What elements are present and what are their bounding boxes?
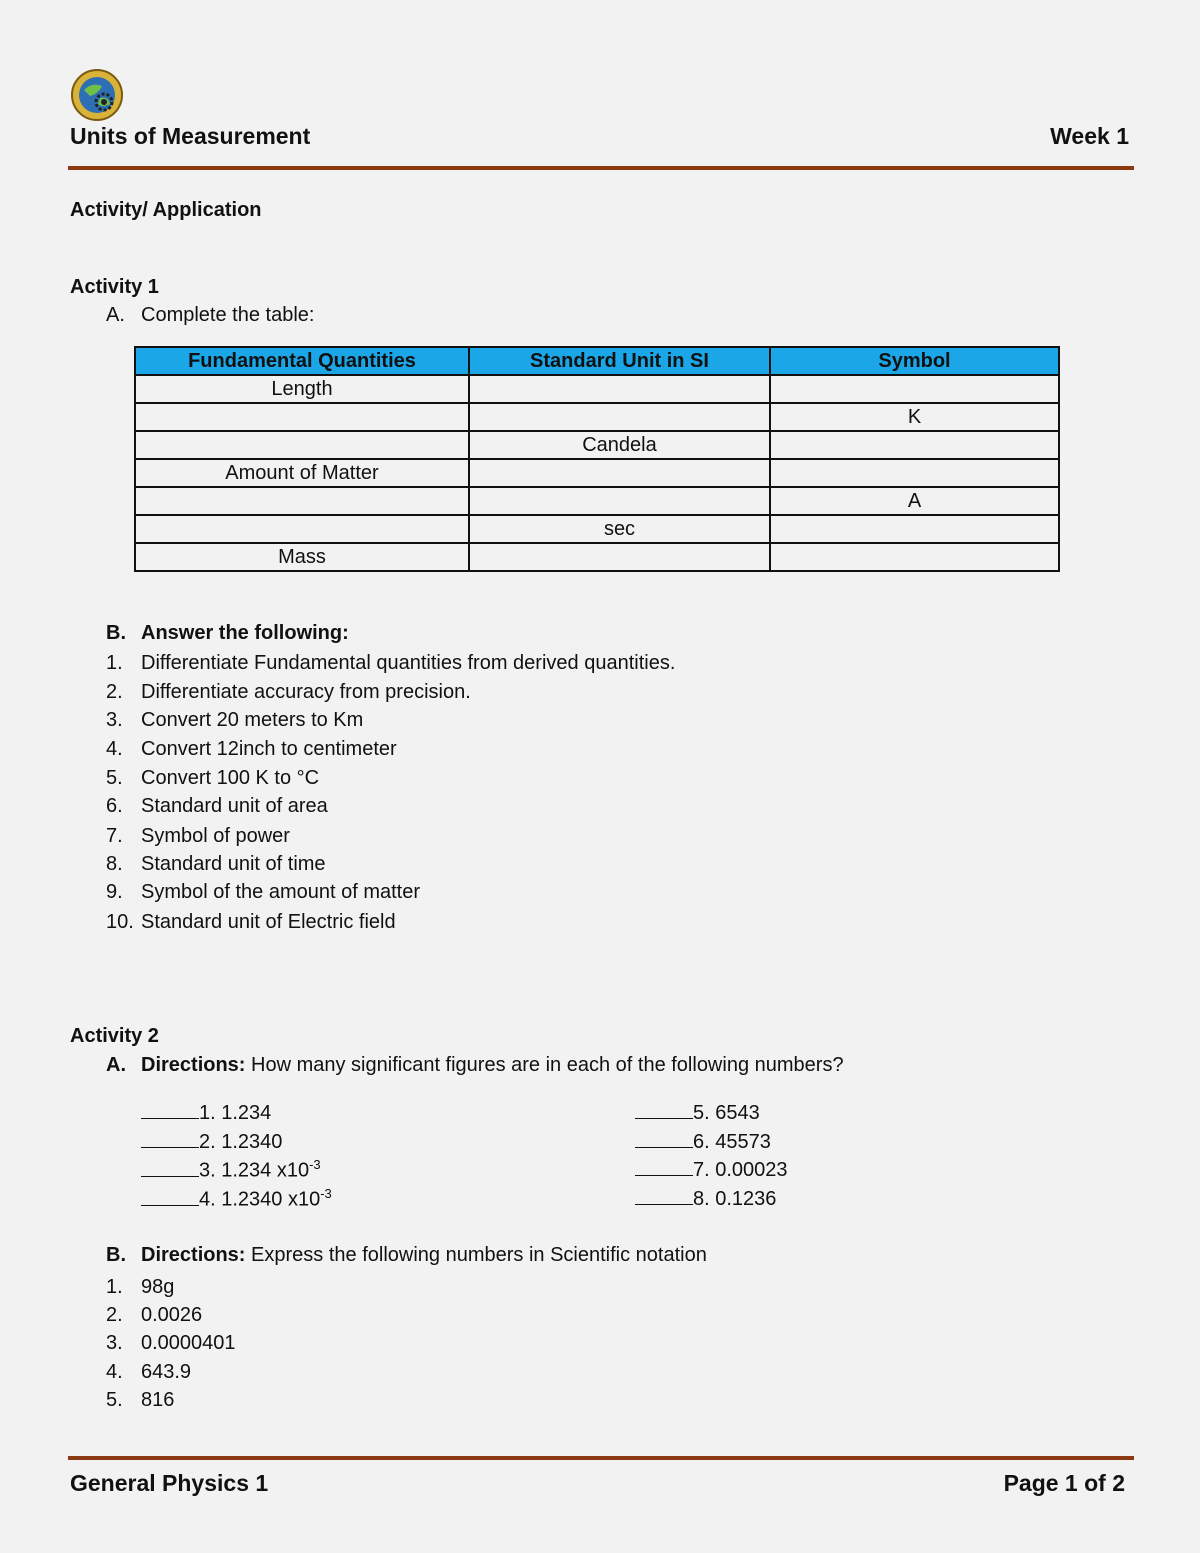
table-cell[interactable]	[469, 403, 770, 431]
item-text: 4. 1.2340 x10	[199, 1188, 321, 1211]
list-item	[106, 1276, 174, 1299]
section-title: Activity/ Application	[70, 199, 262, 221]
table-row	[135, 459, 1059, 487]
sig-fig-item	[141, 1157, 321, 1183]
sig-fig-item	[635, 1157, 788, 1182]
item-number: 4.	[106, 1361, 123, 1383]
item-number: 1.	[106, 1276, 123, 1298]
part-text: Complete the table:	[141, 304, 315, 326]
item-number: 2.	[106, 681, 123, 703]
item-text: 1. 1.234	[199, 1102, 272, 1124]
item-number: 8.	[106, 853, 123, 875]
fundamental-quantities-table	[134, 346, 1060, 572]
activity2-title: Activity 2	[70, 1025, 159, 1047]
part-title: Answer the following:	[141, 622, 349, 644]
item-text: Convert 20 meters to Km	[141, 709, 364, 731]
item-text: 6. 45573	[693, 1131, 771, 1153]
part-letter: B.	[106, 1244, 126, 1266]
sig-fig-item	[635, 1129, 771, 1154]
sig-fig-item	[635, 1186, 776, 1211]
item-number: 4.	[106, 738, 123, 760]
activity1-part-b	[106, 622, 349, 645]
item-text: Convert 12inch to centimeter	[141, 738, 397, 760]
exponent: -3	[320, 1186, 332, 1201]
table-row	[135, 375, 1059, 403]
part-letter: A.	[106, 304, 125, 326]
item-number: 3.	[106, 709, 123, 731]
answer-blank[interactable]	[141, 1158, 199, 1177]
table-cell[interactable]	[770, 431, 1059, 459]
directions-label: Directions:	[141, 1244, 246, 1266]
item-text: 0.0026	[141, 1304, 203, 1326]
answer-blank[interactable]	[141, 1129, 199, 1148]
directions-text: Express the following numbers in Scientific notation	[251, 1244, 707, 1266]
directions-text: How many significant figures are in each of the following numbers?	[251, 1054, 844, 1076]
item-text: 8. 0.1236	[693, 1188, 777, 1210]
table-cell[interactable]	[770, 515, 1059, 543]
table-cell[interactable]: K	[770, 403, 1059, 431]
answer-blank[interactable]	[635, 1100, 693, 1119]
table-cell[interactable]	[770, 375, 1059, 403]
part-letter: A.	[106, 1054, 126, 1076]
footer-rule	[68, 1456, 1134, 1460]
item-text: 5. 6543	[693, 1102, 760, 1124]
list-item	[106, 853, 326, 876]
item-text: Symbol of power	[141, 825, 290, 847]
item-text: 643.9	[141, 1361, 192, 1383]
table-row	[135, 403, 1059, 431]
exponent: -3	[309, 1157, 321, 1172]
answer-blank[interactable]	[635, 1129, 693, 1148]
item-text: 2. 1.2340	[199, 1131, 283, 1153]
table-row	[135, 431, 1059, 459]
item-text: Standard unit of area	[141, 795, 328, 817]
table-cell[interactable]	[469, 487, 770, 515]
table-header-row	[135, 347, 1059, 375]
item-text: Symbol of the amount of matter	[141, 881, 421, 903]
list-item	[106, 911, 396, 934]
answer-blank[interactable]	[141, 1100, 199, 1119]
week-label: Week 1	[1050, 123, 1129, 149]
table-cell[interactable]	[770, 459, 1059, 487]
table-cell[interactable]: Candela	[469, 431, 770, 459]
sig-fig-item	[635, 1100, 760, 1125]
item-number: 5.	[106, 767, 123, 789]
footer-subject: General Physics 1	[70, 1470, 269, 1496]
activity2-part-a	[106, 1054, 844, 1077]
item-text: 816	[141, 1389, 175, 1411]
school-logo-icon	[70, 68, 124, 122]
sig-fig-item	[141, 1186, 332, 1212]
list-item	[106, 738, 397, 761]
list-item	[106, 1389, 174, 1412]
column-header: Fundamental Quantities	[135, 347, 469, 375]
answer-blank[interactable]	[635, 1186, 693, 1205]
item-text: 0.0000401	[141, 1332, 236, 1354]
column-header: Symbol	[770, 347, 1059, 375]
list-item	[106, 681, 471, 704]
table-cell[interactable]: A	[770, 487, 1059, 515]
item-text: 3. 1.234 x10	[199, 1159, 310, 1182]
table-cell[interactable]	[770, 543, 1059, 571]
list-item	[106, 1304, 202, 1327]
table-row	[135, 543, 1059, 571]
list-item	[106, 767, 319, 790]
activity1-title: Activity 1	[70, 276, 159, 298]
table-cell[interactable]	[135, 403, 469, 431]
item-number: 2.	[106, 1304, 123, 1326]
table-cell[interactable]: sec	[469, 515, 770, 543]
table-cell[interactable]: Length	[135, 375, 469, 403]
sig-fig-item	[141, 1129, 282, 1154]
list-item	[106, 709, 363, 732]
item-text: Standard unit of Electric field	[141, 911, 396, 933]
item-number: 1.	[106, 652, 123, 674]
answer-blank[interactable]	[141, 1187, 199, 1206]
answer-blank[interactable]	[635, 1157, 693, 1176]
item-text: Differentiate accuracy from precision.	[141, 681, 471, 703]
list-item	[106, 1332, 236, 1355]
table-cell[interactable]: Amount of Matter	[135, 459, 469, 487]
item-number: 10.	[106, 911, 134, 933]
table-row	[135, 487, 1059, 515]
table-cell[interactable]	[469, 543, 770, 571]
item-number: 3.	[106, 1332, 123, 1354]
table-cell[interactable]	[135, 431, 469, 459]
list-item	[106, 825, 290, 848]
item-text: 7. 0.00023	[693, 1159, 788, 1181]
part-letter: B.	[106, 622, 126, 644]
list-item	[106, 795, 328, 818]
sig-fig-item	[141, 1100, 271, 1125]
item-number: 9.	[106, 881, 123, 903]
item-number: 7.	[106, 825, 123, 847]
table-row	[135, 515, 1059, 543]
header-rule	[68, 166, 1134, 170]
table-cell[interactable]	[469, 459, 770, 487]
column-header: Standard Unit in SI	[469, 347, 770, 375]
table-cell[interactable]	[135, 487, 469, 515]
table-cell[interactable]	[135, 515, 469, 543]
list-item	[106, 1361, 191, 1384]
list-item	[106, 652, 675, 675]
footer-page-number: Page 1 of 2	[1003, 1470, 1125, 1496]
activity2-part-b	[106, 1244, 707, 1267]
table-cell[interactable]: Mass	[135, 543, 469, 571]
list-item	[106, 881, 420, 904]
activity1-part-a	[106, 304, 314, 327]
item-number: 6.	[106, 795, 123, 817]
directions-label: Directions:	[141, 1054, 246, 1076]
item-text: Differentiate Fundamental quantities from derived quantities.	[141, 652, 676, 674]
item-text: Standard unit of time	[141, 853, 326, 875]
document-title: Units of Measurement	[70, 123, 311, 149]
item-number: 5.	[106, 1389, 123, 1411]
item-text: 98g	[141, 1276, 175, 1298]
item-text: Convert 100 K to °C	[141, 767, 320, 789]
table-cell[interactable]	[469, 375, 770, 403]
